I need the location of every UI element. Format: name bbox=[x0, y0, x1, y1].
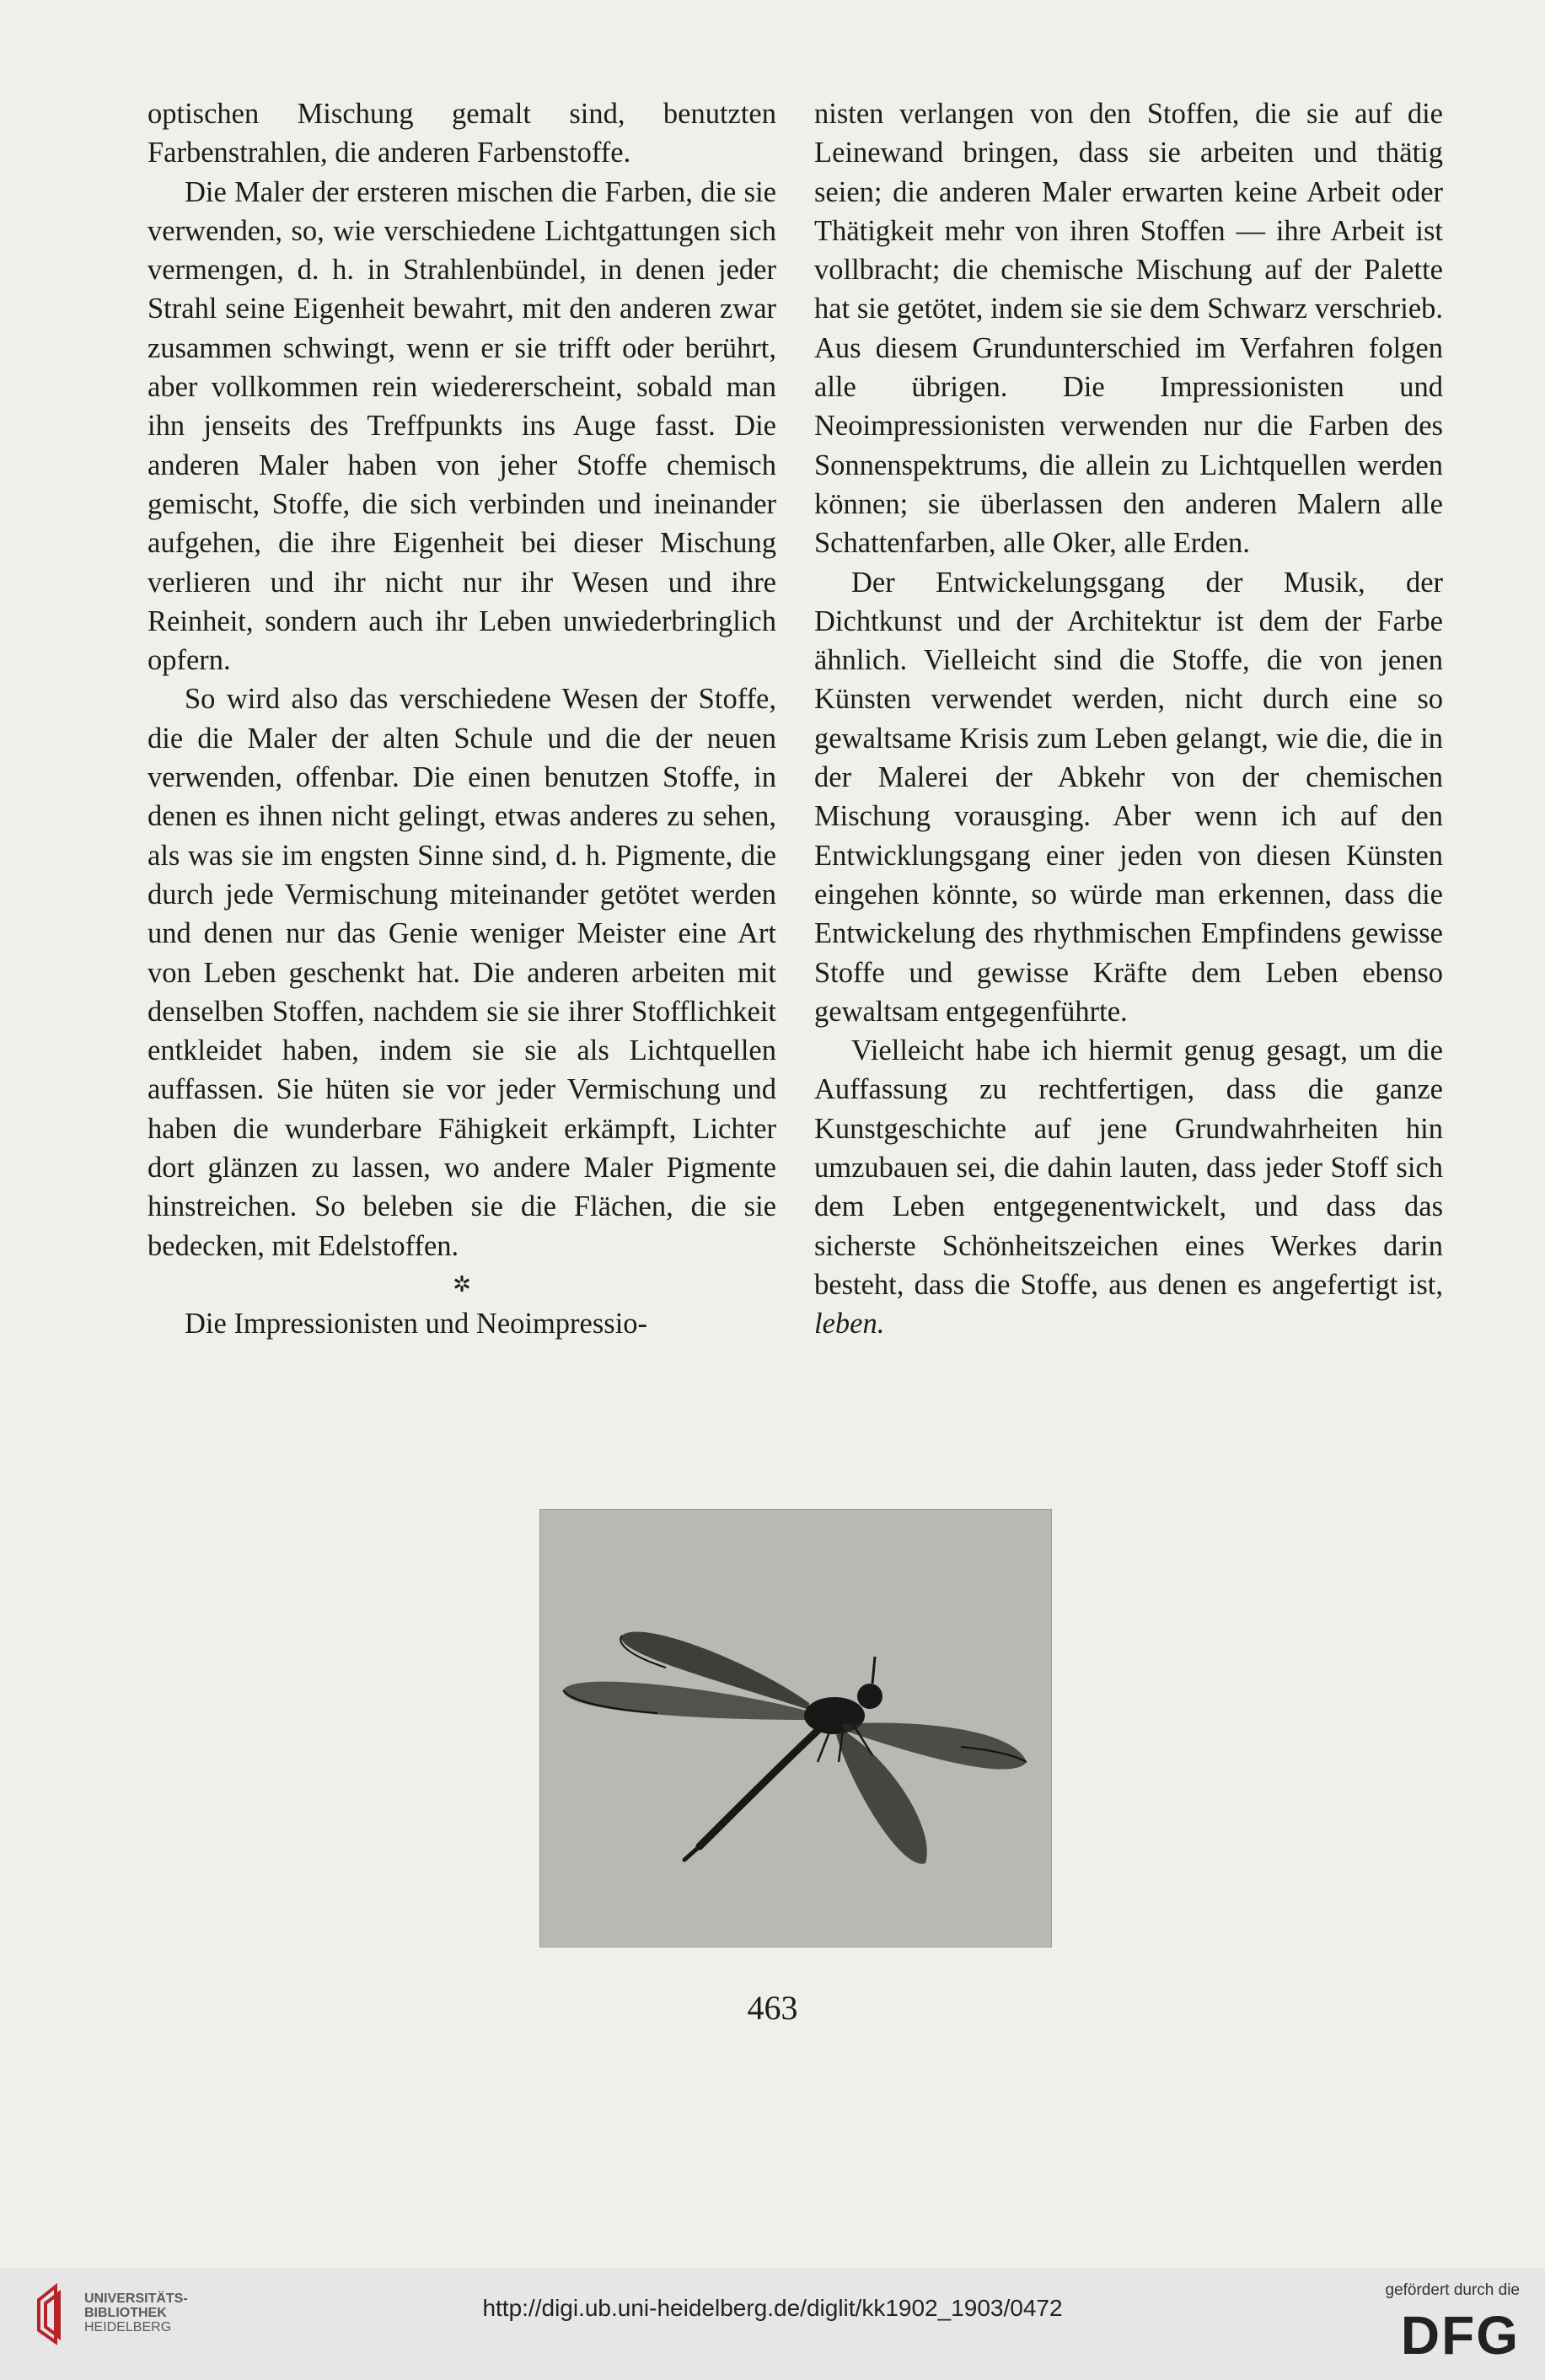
paragraph: Die Impressionisten und Neoimpressio- bbox=[185, 1307, 648, 1340]
funded-by-label: gefördert durch die bbox=[1385, 2281, 1520, 2299]
section-separator-ornament: ✲ bbox=[453, 1271, 471, 1297]
digitization-footer bbox=[0, 2268, 1545, 2380]
text-column-left bbox=[148, 94, 776, 1343]
paragraph: Die Maler der ersteren mischen die Farben, die sie verwenden, so, wie verschiedene Lichtgattungen sich vermengen, d. h. in Strahlenbündel, in denen jeder Strahl seine Eigenheit bewahrt, mit den anderen zwar zusammen schwingt, wenn er sie trifft oder berührt, aber vollkommen rein wiedererscheint, sobald man ihn jenseits des Treffpunkts ins Auge fasst. Die anderen Maler haben von jeher Stoffe chemisch gemischt, Stoffe, die sich verbinden und ineinander aufgehen, die ihre Eigenheit bei dieser Mischung verlieren und ihr nicht nur ihr Wesen und ihre Reinheit, sondern auch ihr Leben unwiederbringlich opfern. bbox=[148, 175, 776, 677]
paragraph bbox=[814, 1031, 1443, 1343]
paragraph: Der Entwickelungsgang der Musik, der Dichtkunst und der Architektur ist dem der Farbe ähnlich. Vielleicht sind die Stoffe, die von jenen Künsten verwendet werden, nicht durch eine so gewaltsame Krisis zum Leben gelangt, wie die, die in der Malerei der Abkehr von der chemischen Mischung vorausging. Aber wenn ich auf den Entwicklungsgang einer jeden von diesen Künsten eingehen könnte, so würde man erkennen, dass die Entwickelung des rhythmischen Empfindens gewisse Stoffe und gewisse Kräfte dem Leben ebenso gewaltsam entgegenführte. bbox=[814, 566, 1443, 1028]
library-name-line: BIBLIOTHEK bbox=[84, 2306, 167, 2320]
paragraph: So wird also das verschiedene Wesen der Stoffe, die die Maler der alten Schule und die der neuen verwenden, offenbar. Die einen benutzen Stoffe, in denen es ihnen nicht gelingt, etwas anderes zu sehen, als was sie im engsten Sinne sind, d. h. Pigmente, die durch jede Vermischung miteinander getötet werden und denen nur das Genie weniger Meister eine Art von Leben geschenkt hat. Die anderen arbeiten mit denselben Stoffen, nachdem sie sie ihrer Stofflichkeit entkleidet haben, indem sie sie als Lichtquellen auffassen. Sie hüten sie vor jeder Vermischung und haben die wunderbare Fähigkeit erkämpft, Lichter dort glänzen zu lassen, wo andere Maler Pigmente hinstreichen. So beleben sie die Flächen, die sie bedecken, mit Edelstoffen. bbox=[148, 683, 776, 1262]
library-name-line: HEIDELBERG bbox=[84, 2320, 172, 2334]
library-name-line: UNIVERSITÄTS- bbox=[84, 2291, 188, 2306]
source-url-link[interactable]: http://digi.ub.uni-heidelberg.de/diglit/kk1902_1903/0472 bbox=[482, 2295, 1063, 2321]
text-column-right bbox=[814, 94, 1443, 1344]
page-number: 463 bbox=[747, 1989, 798, 2027]
dfg-logo-icon: DFG bbox=[1400, 2305, 1520, 2366]
paragraph: nisten verlangen von den Stoffen, die sie auf die Leinewand bringen, dass sie arbeiten und thätig seien; die anderen Maler erwarten keine Arbeit oder Thätigkeit mehr von ihren Stoffen — ihre Arbeit ist vollbracht; die chemische Mischung auf der Palette hat sie getötet, indem sie sie dem Schwarz verschrieb. Aus diesem Grundunterschied im Verfahren folgen alle übrigen. Die Impressionisten und Neoimpressionisten verwenden nur die Farben des Sonnenspektrums, die allein zu Lichtquellen werden können; sie überlassen den anderen Malern alle Schattenfarben, alle Oker, alle Erden. bbox=[814, 98, 1443, 560]
italic-word: leben. bbox=[814, 1308, 885, 1340]
dragonfly-drawing bbox=[539, 1509, 1052, 1948]
paragraph-text: Vielleicht habe ich hiermit genug gesagt, um die Auffassung zu rechtfertigen, dass die ganze Kunstgeschichte auf jene Grundwahrheiten hin umzubauen sei, die dahin lauten, dass jeder Stoff sich dem Leben entgegenentwickelt, und dass das sicherste Schönheitszeichen eines Werkes darin besteht, dass die Stoffe, aus denen es angefertigt ist, bbox=[814, 1034, 1443, 1301]
paragraph: optischen Mischung gemalt sind, benutzten Farbenstrahlen, die anderen Farbenstoffe. bbox=[148, 98, 776, 169]
dragonfly-illustration bbox=[539, 1509, 1052, 1948]
